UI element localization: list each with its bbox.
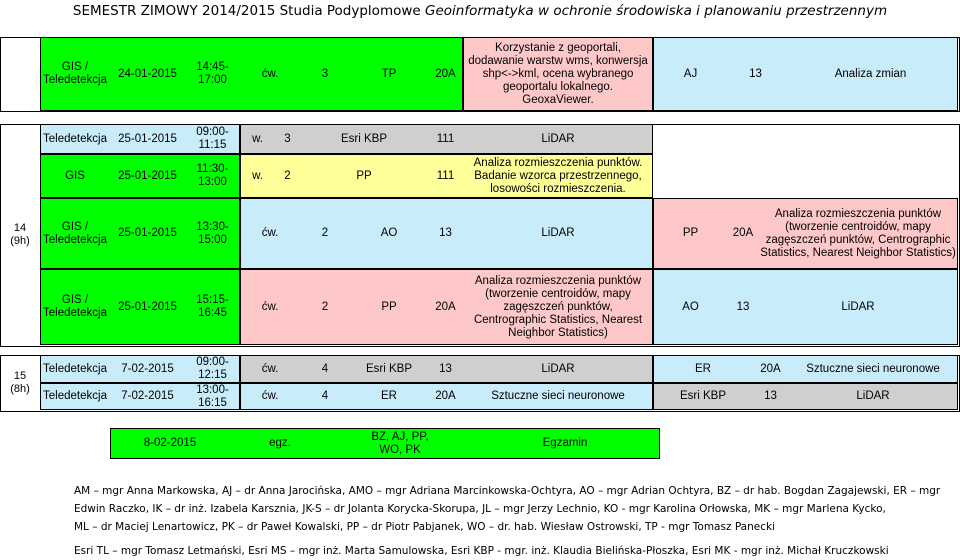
row2-teacher: Esri KBP [340, 132, 387, 145]
row3-subject: GIS [65, 169, 85, 182]
row6-date: 7-02-2015 [121, 362, 174, 375]
row7-subject: Teledetekcja [43, 390, 107, 402]
row3-date: 25-01-2015 [118, 169, 177, 182]
row1-room: 20A [435, 67, 456, 80]
row1-topic2: Analiza zmian [834, 67, 907, 80]
row1-date: 24-01-2015 [118, 67, 177, 80]
row1-teacher: TP [381, 67, 397, 80]
row6-room2: 20A [760, 362, 781, 375]
row4-topic2: Analiza rozmieszczenia punktów (tworzenie centroidów, mapy zagęszczeń punktów, Centrographic Statistics, Nearest Neighbor Statistics) [760, 207, 956, 259]
row4-room2: 20A [732, 227, 754, 239]
row3-topic: Analiza rozmieszczenia punktów. Badanie wzorca przestrzennego, losowości rozmieszczenia. [473, 156, 643, 195]
row5-type: ćw. [261, 300, 279, 313]
row5-topic: Analiza rozmieszczenia punktów (tworzenie centroidów, mapy zagęszczeń punktów, Centrographic Statistics, Nearest Neighbor Statistics) [473, 274, 643, 339]
row7-room2: 13 [764, 390, 777, 402]
week14-label: 14 (9h) [10, 221, 30, 247]
row5-subject: GIS / Teledetekcja [43, 294, 107, 319]
row6-type: ćw. [261, 362, 279, 375]
legend-line-1: AM – mgr Anna Markowska, AJ – dr Anna Jarocińska, AMO – mgr Adriana Marcinkowska-Ochtyra, AO – mgr Adrian Ochtyra, BZ – dr hab. Bogdan Zagajewski, ER – mgr [74, 485, 941, 497]
row6-topic2: Sztuczne sieci neuronowe [806, 362, 940, 375]
row8-date: 8-02-2015 [143, 437, 197, 449]
row6-room: 13 [439, 362, 452, 375]
row4-subject: GIS / Teledetekcja [43, 220, 107, 246]
row8-teachers: BZ, AJ, PP, WO, PK [371, 430, 429, 456]
row2-room: 111 [436, 132, 455, 145]
row1-room2: 13 [749, 67, 762, 80]
row6-teacher2: ER [695, 362, 711, 375]
row6-n: 4 [321, 362, 329, 375]
row7-teacher2: Esri KBP [679, 390, 726, 402]
row6-subject: Teledetekcja [43, 362, 107, 375]
row3-teacher: PP [356, 169, 372, 182]
row5-time: 15:15- 16:45 [196, 294, 229, 319]
row2-subject: Teledetekcja [43, 132, 107, 145]
row8-topic: Egzamin [542, 437, 588, 449]
row5-teacher2: AO [682, 300, 699, 313]
row1-n: 3 [321, 67, 329, 80]
row3-room: 111 [436, 169, 455, 182]
row6-time: 09:00- 12:15 [196, 356, 229, 381]
page-title [0, 3, 960, 19]
legend-line-2: Edwin Raczko, IK – dr inż. Izabela Karsznia, JK-S – dr Jolanta Korycka-Skorupa, JL – mgr Jerzy Lechnio, KO - mgr Karolina Orłowska, MK – mgr Marlena Kycko, [74, 503, 886, 515]
row3-n: 2 [284, 169, 291, 182]
row4-teacher2: PP [682, 227, 699, 239]
row1-time: 14:45- 17:00 [196, 61, 229, 86]
row8-type: egz. [269, 437, 291, 449]
row4-topic: LiDAR [541, 227, 575, 239]
row4-time: 13:30- 15:00 [196, 220, 229, 246]
row5-date: 25-01-2015 [118, 300, 177, 313]
row5-topic2: LiDAR [841, 300, 875, 313]
row7-time: 13:00- 16:15 [196, 383, 229, 409]
row4-teacher: AO [380, 227, 398, 239]
row7-teacher: ER [381, 390, 397, 402]
row3-type: w. [252, 169, 263, 182]
row4-n: 2 [321, 227, 329, 239]
row4-room: 13 [439, 227, 452, 239]
row1-subject: GIS / Teledetekcja [43, 61, 107, 86]
row2-time: 09:00- 11:15 [196, 126, 229, 151]
row1-teacher2: AJ [683, 67, 698, 80]
row2-topic: LiDAR [541, 132, 575, 145]
row2-date: 25-01-2015 [118, 132, 177, 145]
legend-line-3: ML – dr Maciej Lenartowicz, PK – dr Paweł Kowalski, PP – dr Piotr Pabjanek, WO – dr. hab. Wiesław Ostrowski, TP - mgr Tomasz Panecki [74, 521, 775, 533]
row1-type: ćw. [261, 67, 279, 80]
row7-topic: Sztuczne sieci neuronowe [491, 390, 625, 402]
row7-type: ćw. [261, 390, 279, 402]
row3-time: 11:30- 13:00 [196, 163, 229, 188]
row5-teacher: PP [381, 300, 397, 313]
row6-teacher: Esri KBP [365, 362, 412, 375]
week15-label: 15 (8h) [10, 369, 30, 395]
row2-n: 3 [284, 132, 291, 145]
row4-type: ćw. [261, 227, 279, 239]
row5-room2: 13 [736, 300, 750, 313]
row4-date: 25-01-2015 [118, 227, 177, 239]
legend-line-4: Esri TL – mgr Tomasz Letmański, Esri MS – mgr inż. Marta Samulowska, Esri KBP - mgr. inż. Klaudia Bielińska-Płoszka, Esri MK - mgr inż. Michał Kruczkowski [74, 545, 889, 557]
row5-n: 2 [321, 300, 329, 313]
row6-topic: LiDAR [541, 362, 575, 375]
row5-room: 20A [435, 300, 456, 313]
title-suffix: Geoinformatyka w ochronie środowiska i planowaniu przestrzennym [425, 3, 888, 19]
row1-topic: Korzystanie z geoportali, dodawanie warstw wms, konwersja shp<->kml, ocena wybranego geoportalu lokalnego. GeoxaViewer. [468, 41, 648, 106]
row2-type: w. [252, 132, 263, 145]
title-prefix: SEMESTR ZIMOWY 2014/2015 Studia Podyplomowe [72, 3, 425, 19]
row7-room: 20A [435, 390, 456, 402]
row7-date: 7-02-2015 [121, 390, 174, 402]
row7-n: 4 [321, 390, 329, 402]
row7-topic2: LiDAR [856, 390, 890, 402]
